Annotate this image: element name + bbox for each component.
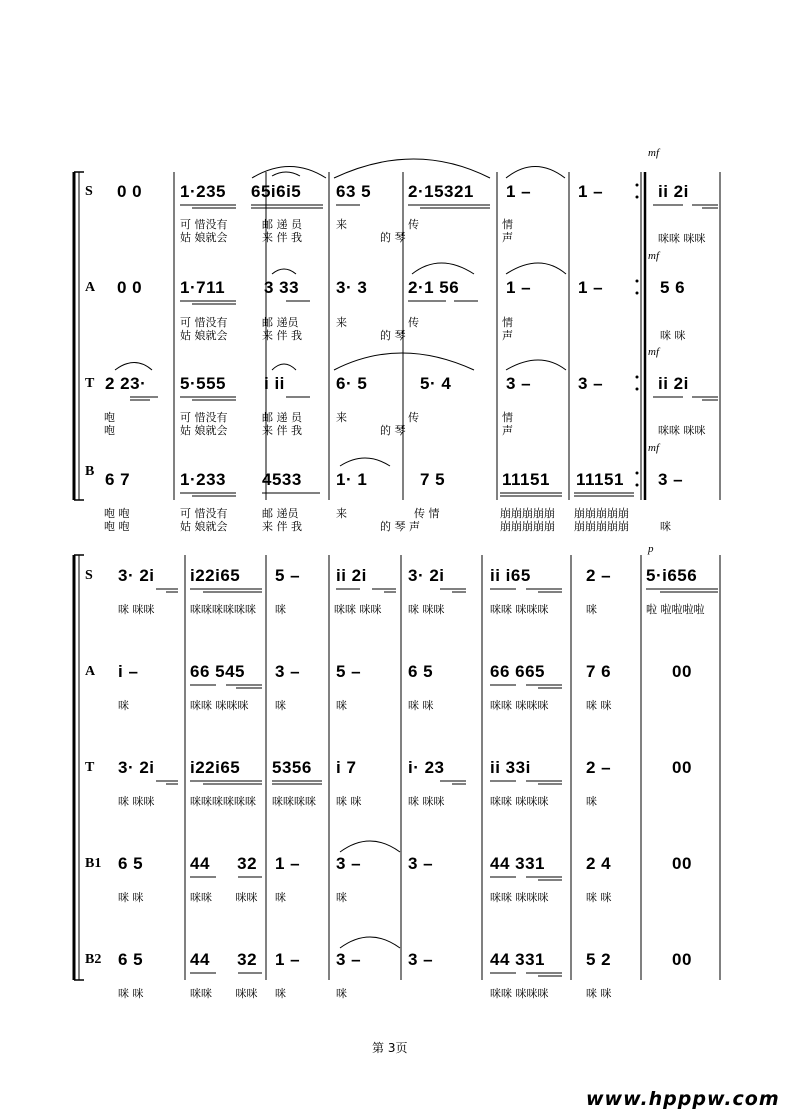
lyric: 咪 咪 xyxy=(586,987,612,1000)
lyric: 咪咪咪咪咪咪 xyxy=(190,603,256,616)
dynamic-mark: p xyxy=(648,543,654,555)
lyric: 咪咪 咪咪 xyxy=(334,603,382,616)
lyric: 咪咪咪咪咪咪 xyxy=(190,795,256,808)
lyric: 可 惜没有 xyxy=(180,316,228,329)
measure: ii 33i xyxy=(490,758,531,777)
lyric: 传 xyxy=(408,316,419,329)
lyric: 咪咪 咪咪咪 xyxy=(490,891,549,904)
lyric: 的 琴 xyxy=(380,329,406,342)
measure: 6· 5 xyxy=(336,374,368,393)
lyric: 来 伴 我 xyxy=(262,329,302,342)
measure: 1 – xyxy=(275,950,301,969)
part-label-tenor: T xyxy=(85,376,95,391)
lyric: 来 xyxy=(336,507,347,520)
measure: 63 5 xyxy=(336,182,372,201)
measure: 11151 xyxy=(576,470,624,489)
lyric: 可 惜没有 xyxy=(180,507,228,520)
measure: 00 xyxy=(672,950,692,969)
measure: 3 – xyxy=(408,854,434,873)
measure: 5356 xyxy=(272,758,312,777)
measure: 2 4 xyxy=(586,854,612,873)
lyric: 的 琴 xyxy=(380,424,406,437)
lyric: 咪 咪 xyxy=(660,329,686,342)
lyric: 传 xyxy=(408,218,419,231)
lyric: 来 伴 我 xyxy=(262,520,302,533)
part-label-soprano: S xyxy=(85,568,93,583)
part-label-tenor: T xyxy=(85,760,95,775)
lyric: 咆 咆 xyxy=(104,507,130,520)
measure: 1 – xyxy=(506,278,532,297)
lyric: 邮 递 员 xyxy=(262,218,302,231)
lyric: 咪 xyxy=(336,699,347,712)
lyric: 咪 咪咪 xyxy=(118,603,155,616)
lyric: 情 xyxy=(502,411,513,424)
lyric: 咪 咪 xyxy=(118,891,144,904)
lyric: 咪咪咪咪 xyxy=(272,795,316,808)
measure: 1 – xyxy=(578,278,604,297)
lyric: 咪 咪咪 xyxy=(408,603,445,616)
measure: 3 33 xyxy=(264,278,300,297)
measure: 65i6i5 xyxy=(251,182,302,201)
measure: 5 – xyxy=(336,662,362,681)
measure: 2·15321 xyxy=(408,182,474,201)
dynamic-mark: mf xyxy=(648,442,659,454)
dynamic-mark: mf xyxy=(648,250,659,262)
lyric: 姑 娘就会 xyxy=(180,231,228,244)
lyric: 崩崩崩崩崩 xyxy=(574,507,629,520)
measure: 4533 xyxy=(262,470,302,489)
lyric: 咪 xyxy=(275,603,286,616)
lyric: 声 xyxy=(502,329,513,342)
lyric: 咪 xyxy=(118,699,129,712)
lyric: 咪 咪 xyxy=(586,891,612,904)
lyric: 咪 xyxy=(586,795,597,808)
lyric: 来 伴 我 xyxy=(262,424,302,437)
dynamic-mark: mf xyxy=(648,147,659,159)
measure: 6 5 xyxy=(118,854,144,873)
lyric: 崩崩崩崩崩 xyxy=(500,520,555,533)
measure: i ii xyxy=(264,374,285,393)
measure: 1·233 xyxy=(180,470,226,489)
lyric: 姑 娘就会 xyxy=(180,520,228,533)
lyric: 咪 xyxy=(660,520,671,533)
measure: 3· 2i xyxy=(408,566,445,585)
lyric: 情 xyxy=(502,316,513,329)
lyric: 崩崩崩崩崩 xyxy=(574,520,629,533)
part-label-alto: A xyxy=(85,280,96,295)
lyric: 崩崩崩崩崩 xyxy=(500,507,555,520)
lyric: 咪咪 咪咪 xyxy=(658,424,706,437)
lyric: 咆 咆 xyxy=(104,520,130,533)
measure: 5 6 xyxy=(660,278,686,297)
measure: 3 – xyxy=(408,950,434,969)
lyric: 咪 咪 xyxy=(586,699,612,712)
measure: 5· 4 xyxy=(420,374,452,393)
measure: 44 32 xyxy=(190,950,258,969)
lyric: 咪咪 咪咪咪 xyxy=(190,699,249,712)
measure: 3· 2i xyxy=(118,566,155,585)
measure: 2 – xyxy=(586,566,612,585)
measure: 11151 xyxy=(502,470,550,489)
measure: 3· 3 xyxy=(336,278,368,297)
lyric: 传 xyxy=(408,411,419,424)
lyric: 姑 娘就会 xyxy=(180,424,228,437)
lyric: 啦 啦啦啦啦 xyxy=(646,603,705,616)
measure: 2 23· xyxy=(105,374,147,393)
lyric: 可 惜没有 xyxy=(180,218,228,231)
measure: 6 5 xyxy=(118,950,144,969)
part-label-bass2: B2 xyxy=(85,952,102,967)
measure: 5·i656 xyxy=(646,566,698,585)
measure: 7 5 xyxy=(420,470,446,489)
lyric: 邮 递 员 xyxy=(262,411,302,424)
page-number: 第 3页 xyxy=(372,1041,408,1055)
measure: 3 – xyxy=(275,662,301,681)
measure: 3 – xyxy=(506,374,532,393)
measure: 1·711 xyxy=(180,278,226,297)
measure: ii 2i xyxy=(658,374,689,393)
measure: 0 0 xyxy=(117,182,143,201)
measure: ii 2i xyxy=(658,182,689,201)
part-label-soprano: S xyxy=(85,184,93,199)
measure: 66 545 xyxy=(190,662,245,681)
lyric: 咪 咪 xyxy=(118,987,144,1000)
measure: 66 665 xyxy=(490,662,545,681)
measure: i· 23 xyxy=(408,758,445,777)
lyric: 的 琴 声 xyxy=(380,520,420,533)
lyric: 咆 xyxy=(104,411,115,424)
lyric: 来 xyxy=(336,316,347,329)
measure: 6 5 xyxy=(408,662,434,681)
lyric: 可 惜没有 xyxy=(180,411,228,424)
dynamic-mark: mf xyxy=(648,346,659,358)
lyric: 姑 娘就会 xyxy=(180,329,228,342)
measure: 0 0 xyxy=(117,278,143,297)
lyric: 咪 xyxy=(275,891,286,904)
measure: 1· 1 xyxy=(336,470,368,489)
measure: ii i65 xyxy=(490,566,531,585)
lyric: 咪 xyxy=(275,699,286,712)
lyric: 咪咪 咪咪咪 xyxy=(490,699,549,712)
measure: 2·1 56 xyxy=(408,278,460,297)
lyric: 声 xyxy=(502,424,513,437)
lyric: 邮 递员 xyxy=(262,507,299,520)
lyric: 来 伴 我 xyxy=(262,231,302,244)
lyric: 情 xyxy=(502,218,513,231)
lyric: 咪咪 咪咪 xyxy=(190,891,258,904)
lyric: 来 xyxy=(336,411,347,424)
lyric: 咪咪 咪咪咪 xyxy=(490,987,549,1000)
part-label-alto: A xyxy=(85,664,96,679)
lyric: 咪 咪咪 xyxy=(408,795,445,808)
measure: 5 – xyxy=(275,566,301,585)
measure: 1 – xyxy=(578,182,604,201)
measure: 3 – xyxy=(336,854,362,873)
measure: i22i65 xyxy=(190,758,241,777)
watermark: www.hpppw.com xyxy=(586,1088,780,1110)
lyric: 咪 咪 xyxy=(408,699,434,712)
lyric: 咪 xyxy=(336,987,347,1000)
part-label-bass: B xyxy=(85,464,95,479)
measure: 44 32 xyxy=(190,854,258,873)
lyric: 咪咪 咪咪咪 xyxy=(490,795,549,808)
measure: i 7 xyxy=(336,758,357,777)
measure: i – xyxy=(118,662,139,681)
measure: 1·235 xyxy=(180,182,226,201)
measure: 3 – xyxy=(658,470,684,489)
measure: 3 – xyxy=(578,374,604,393)
measure: 00 xyxy=(672,662,692,681)
lyric: 声 xyxy=(502,231,513,244)
lyric: 咪 xyxy=(336,891,347,904)
measure: 5·555 xyxy=(180,374,226,393)
measure: 6 7 xyxy=(105,470,131,489)
measure: 00 xyxy=(672,758,692,777)
measure: 1 – xyxy=(506,182,532,201)
lyric: 咪 xyxy=(275,987,286,1000)
measure: i22i65 xyxy=(190,566,241,585)
lyric: 咪 咪咪 xyxy=(118,795,155,808)
lyric: 咪 xyxy=(586,603,597,616)
measure: 2 – xyxy=(586,758,612,777)
measure: 7 6 xyxy=(586,662,612,681)
measure: 5 2 xyxy=(586,950,612,969)
lyric: 咪 咪 xyxy=(336,795,362,808)
lyric: 咆 xyxy=(104,424,115,437)
measure: 3 – xyxy=(336,950,362,969)
lyric: 的 琴 xyxy=(380,231,406,244)
measure: 44 331 xyxy=(490,950,545,969)
measure: 00 xyxy=(672,854,692,873)
lyric: 咪咪 咪咪 xyxy=(658,232,706,245)
lyric: 咪咪 咪咪 xyxy=(190,987,258,1000)
measure: 44 331 xyxy=(490,854,545,873)
lyric: 来 xyxy=(336,218,347,231)
lyric: 传 情 xyxy=(414,507,440,520)
part-label-bass1: B1 xyxy=(85,856,102,871)
measure: 1 – xyxy=(275,854,301,873)
measure: 3· 2i xyxy=(118,758,155,777)
measure: ii 2i xyxy=(336,566,367,585)
lyric: 咪咪 咪咪咪 xyxy=(490,603,549,616)
lyric: 邮 递员 xyxy=(262,316,299,329)
